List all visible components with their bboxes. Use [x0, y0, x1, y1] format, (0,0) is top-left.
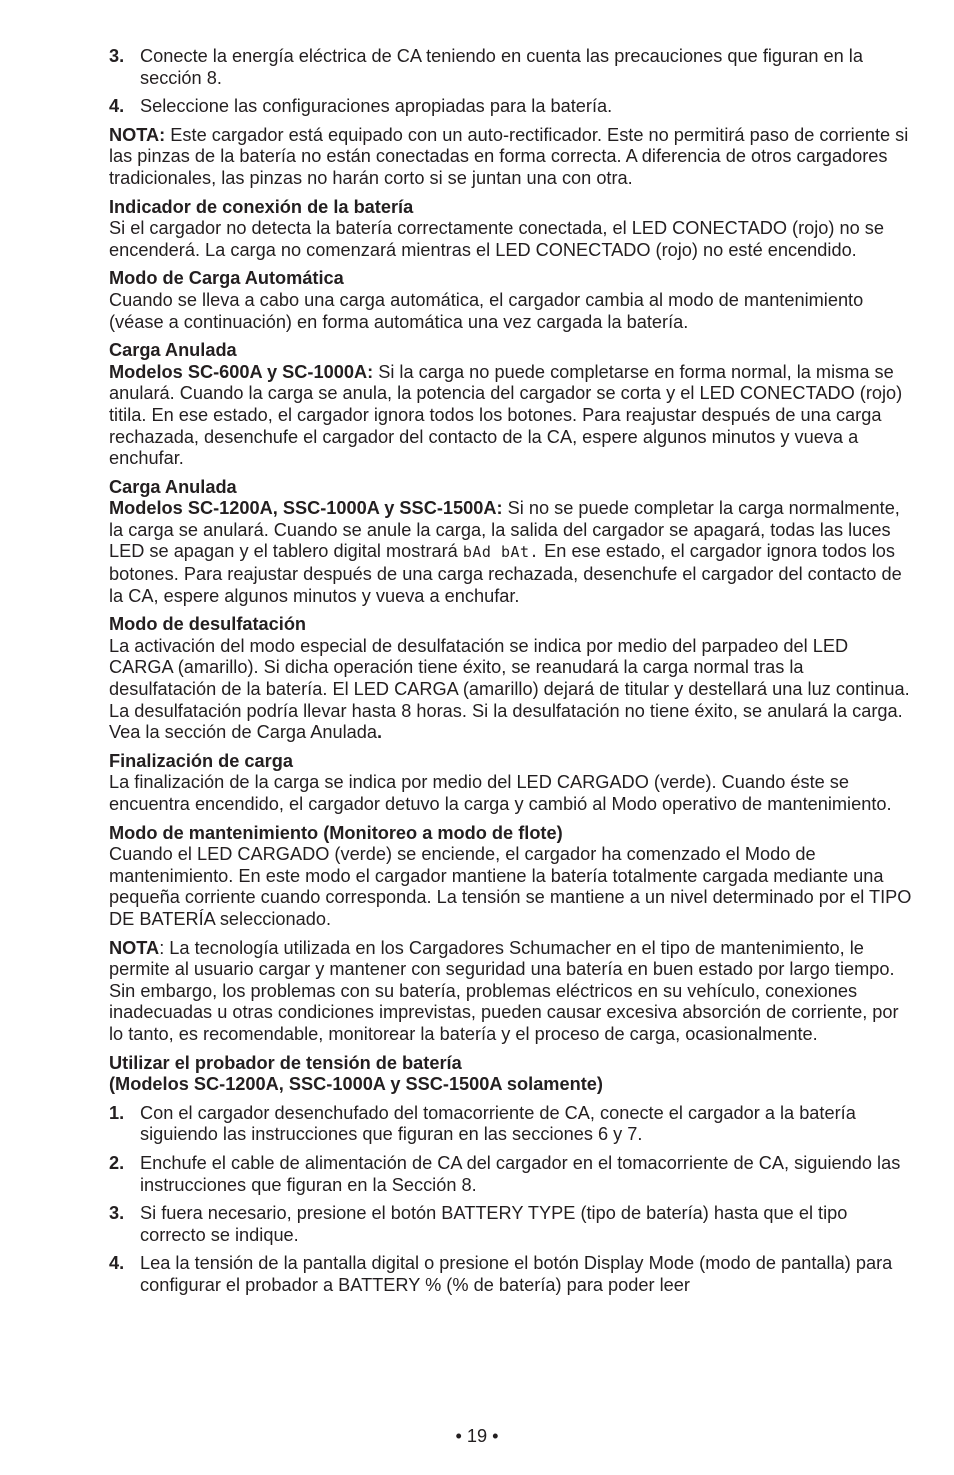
tester-step-4	[109, 1253, 915, 1296]
section-text: Si la carga no puede completarse en forma normal, la misma se anulará. Cuando la carga se anula, la potencia del cargador se corta y el LED CONECTADO (rojo) titila. En ese estado, el cargador ignora todos los botones. Para reajustar después de una carga rechazada, desenchufe el cargador del contacto de la CA, espere algunos minutos y vueva a enchufar.	[109, 361, 903, 469]
section-text-end: .	[376, 722, 383, 743]
step-number: 1.	[109, 1102, 125, 1123]
section-heading: Modo de mantenimiento (Monitoreo a modo de flote)	[109, 822, 563, 843]
step-number: 4.	[109, 96, 125, 117]
section-text-cont: En ese estado, el cargador ignora todos los botones. Para reajustar después de una carga rechazada, desenchufe el cargador del contacto de la CA, espere algunos minutos y vueva a enchufar.	[109, 541, 902, 606]
section-maintenance-mode	[109, 823, 915, 931]
note-text: : La tecnología utilizada en los Cargadores Schumacher en el tipo de mantenimiento, le permite al usuario cargar y mantener con seguridad una batería en buen estado por largo tiempo. Sin embargo, los problemas con su batería, problemas eléctricos en su vehículo, conexiones inadecuadas u otras condiciones imprevistas, pueden causar excesiva absorción de corriente, por lo tanto, es recomendable, monitorear la batería y el proceso de carga, ocasionalmente.	[109, 937, 899, 1044]
digital-display-text: bAd bAt.	[462, 543, 540, 562]
section-text: Cuando el LED CARGADO (verde) se enciende, el cargador ha comenzado el Modo de mantenimiento. En este modo el cargador mantiene la batería totalmente cargada mediante una pequeña corriente cuando corresponda. La tensión se mantiene a un nivel determinado por el TIPO DE BATERÍA seleccionado.	[109, 844, 912, 929]
section-text: La finalización de la carga se indica por medio del LED CARGADO (verde). Cuando éste se encuentra encendido, el cargador detuvo la carga y cambió al Modo operativo de mantenimiento.	[109, 772, 892, 814]
tester-step-1	[109, 1103, 915, 1146]
step-text: Enchufe el cable de alimentación de CA del cargador en el tomacorriente de CA, siguiendo las instrucciones que figuran en la Sección 8.	[140, 1152, 901, 1195]
section-charge-complete	[109, 751, 915, 816]
section-text: Si el cargador no detecta la batería correctamente conectada, el LED CONECTADO (rojo) no se encenderá. La carga no comenzará mientras el LED CONECTADO (rojo) no esté encendido.	[109, 218, 885, 260]
section-connection-indicator	[109, 197, 915, 262]
models-label: Modelos SC-600A y SC-1000A:	[109, 361, 374, 382]
section-desulfation	[109, 614, 915, 744]
section-text: Si no se puede completar la carga normalmente, la carga se anulará. Cuando se anule la carga, la salida del cargador se apagará, todas las luces LED se apagan y el tablero digital mostrará	[109, 498, 900, 562]
section-aborted-charge-1	[109, 340, 915, 470]
section-subheading: (Modelos SC-1200A, SSC-1000A y SSC-1500A solamente)	[109, 1074, 603, 1095]
section-heading: Finalización de carga	[109, 750, 293, 771]
section-heading: Carga Anulada	[109, 340, 237, 361]
note-label: NOTA	[109, 937, 160, 958]
note-label: NOTA:	[109, 124, 166, 145]
step-text: Lea la tensión de la pantalla digital o presione el botón Display Mode (modo de pantalla) para configurar el probador a BATTERY % (% de batería) para poder leer	[140, 1253, 893, 1295]
section-heading: Modo de Carga Automática	[109, 268, 344, 289]
section-heading: Utilizar el probador de tensión de batería	[109, 1052, 462, 1073]
step-4	[109, 96, 915, 118]
note-maintenance	[109, 938, 915, 1046]
section-heading: Indicador de conexión de la batería	[109, 196, 414, 217]
tester-step-3	[109, 1203, 915, 1246]
manual-page	[109, 46, 915, 1303]
section-aborted-charge-2	[109, 477, 915, 608]
step-text: Conecte la energía eléctrica de CA teniendo en cuenta las precauciones que figuran en la sección 8.	[140, 46, 863, 88]
tester-step-2	[109, 1153, 915, 1196]
step-text: Con el cargador desenchufado del tomacorriente de CA, conecte el cargador a la batería siguiendo las instrucciones que figuran en las secciones 6 y 7.	[140, 1102, 856, 1145]
step-text: Seleccione las configuraciones apropiadas para la batería.	[140, 96, 613, 117]
section-text: Cuando se lleva a cabo una carga automática, el cargador cambia al modo de mantenimiento (véase a continuación) en forma automática una vez cargada la batería.	[109, 289, 864, 332]
section-heading: Modo de desulfatación	[109, 614, 307, 635]
note-text: Este cargador está equipado con un auto-rectificador. Este no permitirá paso de corriente si las pinzas de la batería no están conectadas en forma correcta. A diferencia de otros cargadores tradicionales, las pinzas no harán corto si se juntan una con otra.	[109, 124, 909, 188]
page-number: • 19 •	[455, 1426, 499, 1446]
section-heading: Carga Anulada	[109, 476, 237, 497]
section-auto-mode	[109, 268, 915, 333]
step-number: 4.	[109, 1253, 125, 1274]
step-number: 3.	[109, 1203, 125, 1224]
step-number: 2.	[109, 1152, 125, 1173]
step-number: 3.	[109, 46, 125, 66]
section-voltage-tester	[109, 1053, 915, 1096]
step-text: Si fuera necesario, presione el botón BATTERY TYPE (tipo de batería) hasta que el tipo correcto se indique.	[140, 1203, 848, 1245]
models-label: Modelos SC-1200A, SSC-1000A y SSC-1500A:	[109, 498, 503, 519]
note-auto-rectifier	[109, 125, 915, 190]
section-text: La activación del modo especial de desulfatación se indica por medio del parpadeo del LED CARGA (amarillo). Si dicha operación tiene éxito, se reanudará la carga normal tras la desulfatación de la batería. El LED CARGA (amarillo) dejará de titular y destellará una luz continua. La desulfatación podría llevar hasta 8 horas. Si la desulfatación no tiene éxito, se anulará la carga. Vea la sección de Carga Anulada	[109, 635, 910, 743]
step-3	[109, 46, 915, 89]
